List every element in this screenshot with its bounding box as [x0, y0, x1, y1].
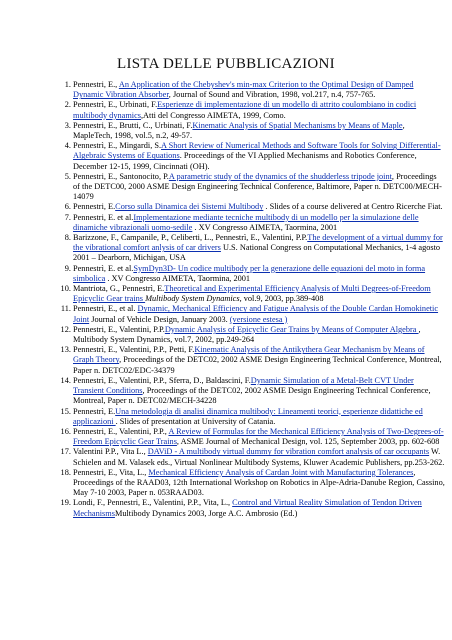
publication-authors: Pennestri, E. et al.	[73, 212, 134, 222]
publication-item	[73, 325, 445, 345]
publication-details: . XV Congresso AIMETA, Taormina, 2001	[105, 273, 251, 283]
publication-item	[73, 304, 445, 324]
publication-details: , Proceedings of the DETC02, 2002 ASME Design Engineering Technical Conference, Montreal, Paper n. DETC02/EDC-34379	[73, 355, 442, 375]
publication-details: . Slides of a course delivered at Centro Ricerche Fiat.	[263, 202, 443, 212]
publication-authors: Pennestrì, E.	[73, 406, 116, 416]
publication-title-link[interactable]: Una metodologia di analisi dinamica multibody: Lineamenti teorici, esperienze didattiche ed applicazioni	[73, 406, 423, 426]
publication-details: Multibody Dynamics 2003, Jorge A.C. Ambrosio (Ed.)	[114, 508, 298, 518]
publication-title-link[interactable]: A Short Review of Numerical Methods and Software Tools for Solving Differential-Algebraic Systems of Equations	[73, 141, 441, 161]
publication-details: . Slides of presentation at University of Catania.	[115, 416, 276, 426]
publication-authors: Valentini P.P., Vita L.,	[73, 447, 148, 457]
publication-item	[73, 80, 445, 100]
publication-title-link[interactable]: Esperienze di implementazione di un modello di attrito coulombiano in codici multibody dynamics	[73, 100, 417, 120]
publication-title-link[interactable]: Kinematic Analysis of the Antikythera Gear Mechanism by Means of Graph Theory	[73, 345, 425, 365]
publication-item	[73, 284, 445, 304]
publication-details: , Proceedings of the RAAD03, 12th International Workshop on Robotics in Alpe-Adria-Danube Region, Cassino, May 7-10 2003, Paper n. 053RAAD03.	[73, 467, 445, 498]
publication-details: , Proceedings of the DETC02, 2002 ASME Design Engineering Technical Conference, Montreal, Paper n. DETC02/MECH-34228	[73, 386, 431, 406]
publication-title-link[interactable]: A parametric study of the dynamics of the shudderless tripode joint	[168, 171, 392, 181]
publication-item	[73, 141, 445, 172]
publication-item	[73, 498, 445, 518]
publication-item	[73, 345, 445, 376]
publication-authors: Pennestri, E.	[73, 202, 116, 212]
publication-item	[73, 172, 445, 203]
publication-authors: Pennestrì, E., Urbinati, F.	[73, 100, 158, 110]
publication-details: Journal of Vehicle Design, January 2003.	[89, 314, 230, 324]
publication-title-link[interactable]: Mechanical Efficiency Analysis of Cardan Joint with Manufacturing Tolerances	[148, 467, 414, 477]
extended-version-link[interactable]: (versione estesa )	[229, 314, 288, 324]
page-title: LISTA DELLE PUBBLICAZIONI	[117, 56, 335, 72]
publication-title-link[interactable]: Dynamic Analysis of Epicyclic Gear Trains by Means of Computer Algebra	[164, 324, 419, 334]
publication-authors: Pennestri, E., Brutti, C., Urbinati, F.	[73, 120, 193, 130]
publication-title-link[interactable]: Kinematic Analysis of Spatial Mechanisms by Means of Maple	[192, 120, 403, 130]
publication-authors: Pennestri, E., Valentini, P.P.	[73, 324, 165, 334]
publication-details: , Multibody System Dynamics, vol.7, 2002, pp.249-264	[73, 324, 421, 345]
publication-item	[73, 407, 445, 427]
publication-item	[73, 427, 445, 447]
publication-details: , Proceedings of the DETC00, 2000 ASME Design Engineering Technical Conference, Baltimore, Paper n. DETC00/MECH-14079	[73, 171, 442, 202]
publication-item	[73, 264, 445, 284]
publication-title-link[interactable]: The development of a virtual dummy for the vibrational comfort anlysis of car drivers	[73, 233, 443, 253]
publication-authors: Pennestrì, E., Mingardi, S.	[73, 141, 162, 151]
publication-details: , Journal of Sound and Vibration, 1998, vol.217, n.4, 757-765.	[168, 90, 376, 100]
publication-authors: Pennestrì, E. et al.	[73, 263, 134, 273]
publication-authors: Pennestrì, E., Valentini, P.P., Petti, F.	[73, 345, 195, 355]
publication-details: U.S. National Congress on Computational Mechanics, 1-4 agosto 2001 – Dearborn, Michigan, USA	[73, 243, 441, 263]
publication-item	[73, 447, 445, 467]
publication-authors: Barizzone, F., Campanile, P., Celiberti, L., Pennestrì, E., Valentini, P.P.	[73, 233, 308, 243]
publication-title-link[interactable]: Dynamic Simulation of a Metal-Belt CVT Under Transient Conditions	[73, 375, 414, 396]
publication-authors: Mantriota, G., Pennestrì, E.	[73, 284, 165, 294]
publication-details: W. Schielen and M. Valasek eds., Virtual Nonlinear Multibody Systems, Kluwer Academic Publishers, pp.253-262.	[73, 447, 445, 467]
publication-details: ,Atti del Congresso AIMETA, 1999, Como.	[140, 110, 286, 120]
publication-details: , ASME Journal of Mechanical Design, vol. 125, September 2003, pp. 602-608	[176, 437, 440, 447]
publication-authors: Pennestri, E., et al.	[73, 304, 138, 314]
publication-title-link[interactable]: DAViD - A multibody virtual dummy for vibration comfort analysis of car occupants	[147, 447, 430, 457]
publication-item	[73, 100, 445, 120]
publication-title-link[interactable]: A Review of Formulas for the Mechanical Efficiency Analysis of Two-Degrees-of-Freedom Epicyclic Gear Trains	[73, 426, 444, 447]
publication-details: Multibody System Dynamics, vol.9, 2003, pp.389-408	[145, 294, 324, 304]
publication-authors: Pennestri, E.,	[73, 80, 119, 89]
publication-title-link[interactable]: Theoretical and Experimental Efficiency Analysis of Multi Degrees-of-Freedom Epicyclic Gear trains	[73, 284, 431, 304]
publication-details: . Proceedings of the VI Applied Mechanisms and Robotics Conference, December 12-15, 1999, Cincinnati (OH).	[73, 151, 417, 171]
publication-title-link[interactable]: Control and Virtual Reality Simulation of Tendon Driven Mechanisms	[73, 498, 422, 518]
publication-title-link[interactable]: An Application of the Chebyshev's min-max Criterion to the Optimal Design of Damped Dynamic Vibration Absorber	[73, 80, 414, 100]
publication-item	[73, 376, 445, 407]
publication-item	[73, 121, 445, 141]
publication-authors: Pennestri, E., Valentini, P.P.,	[73, 426, 169, 436]
publication-list	[54, 80, 445, 519]
publication-title-link[interactable]: Dynamic, Mechanical Efficiency and Fatigue Analysis of the Double Cardan Homokinetic Joint	[73, 304, 439, 324]
publication-details: , MapleTech, 1998, vol.5, n.2, 49-57.	[73, 120, 405, 141]
publication-item	[73, 213, 445, 233]
publication-title-link[interactable]: Implementazione mediante tecniche multibody di un modello per la simulazione delle dinamiche vibrazionali uomo-sedile	[73, 212, 419, 232]
publication-authors: Pennestri, E., Santonocito, P.	[73, 171, 169, 181]
publication-item	[73, 202, 445, 212]
publication-details: . XV Congresso AIMETA, Taormina, 2001	[192, 222, 338, 232]
publication-title-link[interactable]: Corso sulla Dinamica dei Sistemi Multibody	[115, 202, 264, 212]
publication-authors: Pennestrì, E., Valentini, P.P., Sferra, D., Baldascini, F.	[73, 375, 251, 385]
publication-item	[73, 468, 445, 499]
publication-authors: Londi, F., Pennestri, E., Valentini, P.P., Vita, L.,	[73, 498, 233, 508]
publication-item	[73, 233, 445, 264]
publication-authors: Pennestri, E., Vita, L.,	[73, 467, 149, 477]
publication-title-link[interactable]: SymDyn3D- Un codice multibody per la generazione delle equazioni del moto in forma simbolica	[73, 263, 426, 283]
